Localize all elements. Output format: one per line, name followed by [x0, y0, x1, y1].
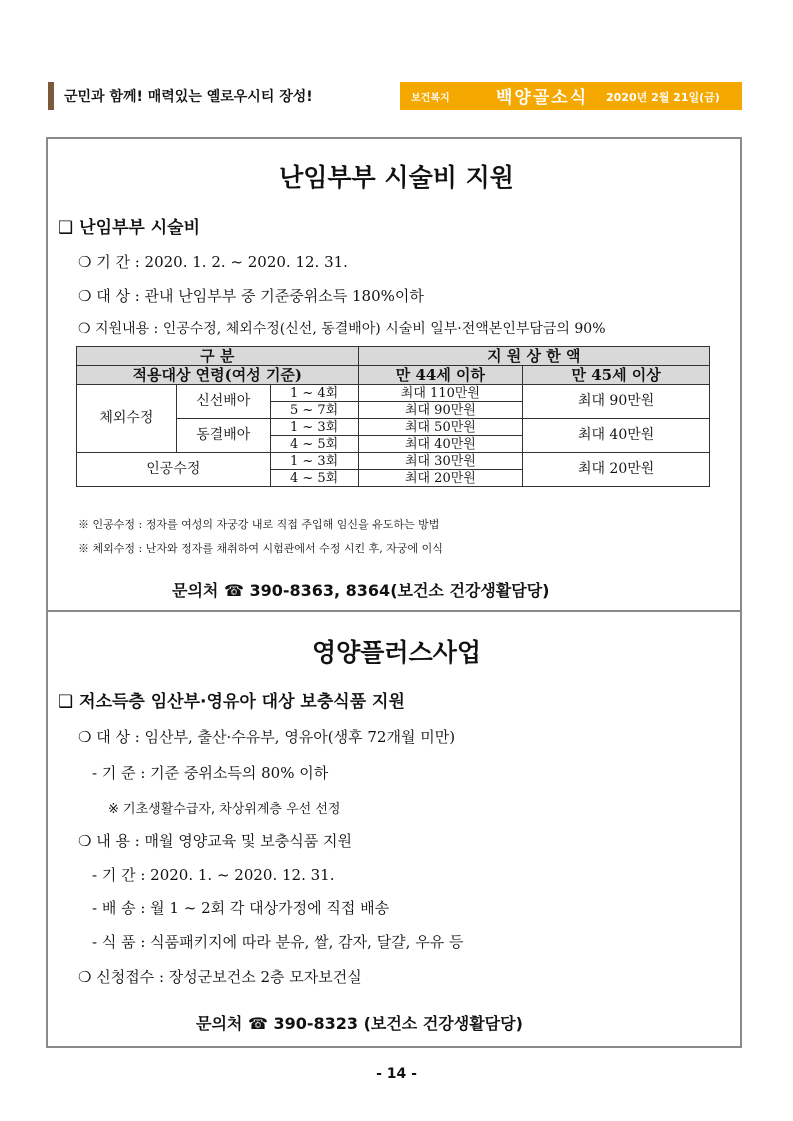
table-cell-amount-over45: 최대 20만원: [523, 453, 710, 487]
table-cell-amount: 최대 50만원: [358, 419, 523, 436]
table-header-under44: 만 44세 이하: [358, 366, 523, 385]
table-cell-ivf: 체외수정: [77, 385, 177, 453]
table-cell-fresh-embryo: 신선배아: [176, 385, 270, 419]
section1-target: ❍ 대 상 : 관내 난임부부 중 기준중위소득 180%이하: [78, 287, 424, 305]
table-cell-count: 5 ~ 7회: [270, 402, 358, 419]
section2-priority-note: ※ 기초생활수급자, 차상위계층 우선 선정: [108, 802, 341, 817]
table-cell-count: 1 ~ 3회: [270, 419, 358, 436]
section2-criteria: - 기 준 : 기준 중위소득의 80% 이하: [92, 764, 329, 782]
header-slogan: 군민과 함께! 매력있는 옐로우시티 장성!: [64, 89, 313, 105]
section2-subheading: ❑ 저소득층 임산부·영유아 대상 보충식품 지원: [58, 692, 405, 712]
table-cell-amount: 최대 110만원: [358, 385, 523, 402]
section1-title: 난임부부 시술비 지원: [279, 163, 514, 192]
section2-title: 영양플러스사업: [311, 638, 482, 667]
section2-content: ❍ 내 용 : 매월 영양교육 및 보충식품 지원: [78, 832, 352, 850]
table-cell-amount: 최대 40만원: [358, 436, 523, 453]
section2-target: ❍ 대 상 : 임산부, 출산·수유부, 영유아(생후 72개월 미만): [78, 728, 456, 746]
section2-food: - 식 품 : 식품패키지에 따라 분유, 쌀, 감자, 달걀, 우유 등: [92, 933, 464, 951]
table-cell-iui: 인공수정: [77, 453, 271, 487]
table-cell-count: 4 ~ 5회: [270, 470, 358, 487]
table-header-over45: 만 45세 이상: [523, 366, 710, 385]
table-cell-amount-over45: 최대 90만원: [523, 385, 710, 419]
section1-subheading: ❑ 난임부부 시술비: [58, 218, 201, 238]
table-header-limit: 지 원 상 한 액: [358, 347, 709, 366]
table-header-age: 적용대상 연령(여성 기준): [77, 366, 359, 385]
newsletter-name: 백양골소식: [496, 88, 589, 108]
section2-delivery: - 배 송 : 월 1 ~ 2회 각 대상가정에 직접 배송: [92, 899, 390, 917]
section-divider: [46, 610, 742, 612]
table-cell-count: 1 ~ 3회: [270, 453, 358, 470]
table-cell-amount: 최대 90만원: [358, 402, 523, 419]
header-accent-bar: [48, 82, 54, 110]
table-cell-count: 1 ~ 4회: [270, 385, 358, 402]
table-cell-amount: 최대 30만원: [358, 453, 523, 470]
table-cell-frozen-embryo: 동결배아: [176, 419, 270, 453]
section1-period: ❍ 기 간 : 2020. 1. 2. ~ 2020. 12. 31.: [78, 253, 348, 271]
header-category: 보건복지: [411, 93, 450, 104]
support-limit-table: [76, 346, 710, 487]
section2-application: ❍ 신청접수 : 장성군보건소 2층 모자보건실: [78, 968, 362, 986]
page-number: - 14 -: [376, 1066, 417, 1082]
section2-period: - 기 간 : 2020. 1. ~ 2020. 12. 31.: [92, 866, 335, 884]
section1-support-content: ❍ 지원내용 : 인공수정, 체외수정(신선, 동결배아) 시술비 일부·전액본인부담금의 90%: [78, 321, 606, 337]
section1-contact: 문의처 ☎ 390-8363, 8364(보건소 건강생활담당): [172, 581, 550, 600]
table-cell-amount: 최대 20만원: [358, 470, 523, 487]
table-cell-count: 4 ~ 5회: [270, 436, 358, 453]
note-iui: ※ 인공수정 : 정자를 여성의 자궁강 내로 직접 주입해 임신을 유도하는 방법: [78, 518, 440, 531]
note-ivf: ※ 체외수정 : 난자와 정자를 채취하여 시험관에서 수정 시킨 후, 자궁에 이식: [78, 542, 443, 555]
issue-date: 2020년 2월 21일(금): [606, 91, 720, 104]
section2-contact: 문의처 ☎ 390-8323 (보건소 건강생활담당): [196, 1014, 523, 1033]
table-cell-amount-over45: 최대 40만원: [523, 419, 710, 453]
table-header-category: 구 분: [77, 347, 359, 366]
